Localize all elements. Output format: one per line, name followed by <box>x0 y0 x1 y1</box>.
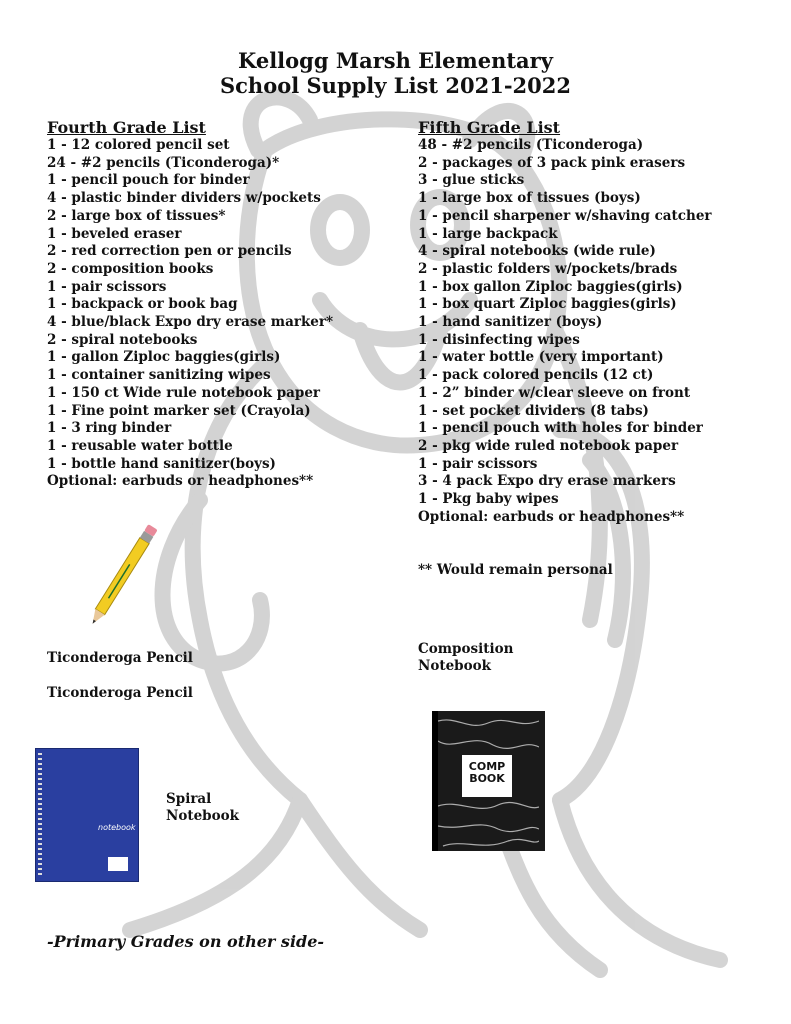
list-item: 1 - gallon Ziploc baggies(girls) <box>47 349 281 366</box>
list-item: 4 - plastic binder dividers w/pockets <box>47 190 321 207</box>
list-item: 1 - pack colored pencils (12 ct) <box>418 367 654 384</box>
fifth-grade-list <box>418 137 778 526</box>
list-item: 2 - composition books <box>47 260 214 277</box>
list-item: 2 - pkg wide ruled notebook paper <box>418 437 679 454</box>
spiral-binding <box>38 753 42 877</box>
list-item: 4 - spiral notebooks (wide rule) <box>418 243 656 260</box>
spiral-notebook-image <box>35 748 139 882</box>
list-item: 1 - 3 ring binder <box>47 420 172 437</box>
list-item: Optional: earbuds or headphones** <box>47 473 314 490</box>
caption-composition-line1: Composition <box>418 641 514 657</box>
caption-pencil-2: Ticonderoga Pencil <box>47 685 193 701</box>
list-item: Optional: earbuds or headphones** <box>418 508 685 525</box>
list-item: 1 - hand sanitizer (boys) <box>418 314 603 331</box>
list-item: 1 - disinfecting wipes <box>418 331 580 348</box>
list-item: 1 - 2” binder w/clear sleeve on front <box>418 384 691 401</box>
list-item: 1 - 12 colored pencil set <box>47 137 230 153</box>
barcode <box>108 857 128 871</box>
list-item: 1 - pencil pouch with holes for binder <box>418 420 703 437</box>
list-item: 1 - pencil pouch for binder <box>47 172 250 189</box>
list-item: 3 - glue sticks <box>418 172 525 189</box>
list-item: 1 - beveled eraser <box>47 225 182 242</box>
comp-book-label-line1: COMP <box>468 760 506 773</box>
title-school-name: Kellogg Marsh Elementary <box>238 48 553 73</box>
comp-book-label <box>462 755 512 797</box>
fifth-grade-heading: Fifth Grade List <box>418 118 561 137</box>
pencil-image <box>72 512 184 624</box>
list-item: 1 - bottle hand sanitizer(boys) <box>47 455 276 472</box>
fourth-grade-section <box>47 118 407 491</box>
list-item: 4 - blue/black Expo dry erase marker* <box>47 314 334 331</box>
page-title <box>0 48 791 98</box>
list-item: 1 - box gallon Ziploc baggies(girls) <box>418 278 683 295</box>
list-item: 2 - plastic folders w/pockets/brads <box>418 260 678 277</box>
composition-notebook-image <box>432 711 545 851</box>
caption-spiral-line2: Notebook <box>166 808 239 824</box>
comp-book-label-line2: BOOK <box>469 772 505 785</box>
caption-spiral <box>166 791 239 825</box>
list-item: 1 - 150 ct Wide rule notebook paper <box>47 384 321 401</box>
list-item: 2 - spiral notebooks <box>47 331 198 348</box>
personal-note: ** Would remain personal <box>418 562 613 578</box>
list-item: 1 - large box of tissues (boys) <box>418 190 641 207</box>
list-item: 1 - pair scissors <box>47 278 167 295</box>
caption-composition <box>418 641 513 675</box>
list-item: 3 - 4 pack Expo dry erase markers <box>418 473 676 490</box>
list-item: 1 - backpack or book bag <box>47 296 238 313</box>
list-item: 1 - large backpack <box>418 225 558 242</box>
list-item: 2 - red correction pen or pencils <box>47 243 292 260</box>
list-item: 1 - Fine point marker set (Crayola) <box>47 402 311 419</box>
spiral-cover-text: notebook <box>98 823 136 832</box>
list-item: 1 - box quart Ziploc baggies(girls) <box>418 296 677 313</box>
list-item: 1 - water bottle (very important) <box>418 349 664 366</box>
list-item: 1 - container sanitizing wipes <box>47 367 271 384</box>
list-item: 1 - Pkg baby wipes <box>418 491 559 508</box>
caption-spiral-line1: Spiral <box>166 791 212 807</box>
list-item: 48 - #2 pencils (Ticonderoga) <box>418 137 644 153</box>
list-item: 1 - pencil sharpener w/shaving catcher <box>418 207 712 224</box>
list-item: 24 - #2 pencils (Ticonderoga)* <box>47 154 280 171</box>
caption-pencil-1: Ticonderoga Pencil <box>47 650 193 666</box>
list-item: 2 - packages of 3 pack pink erasers <box>418 154 686 171</box>
fourth-grade-heading: Fourth Grade List <box>47 118 206 137</box>
caption-composition-line2: Notebook <box>418 658 491 674</box>
fourth-grade-list <box>47 137 407 491</box>
list-item: 1 - pair scissors <box>418 455 538 472</box>
footer-note: -Primary Grades on other side- <box>47 932 325 951</box>
fifth-grade-section <box>418 118 778 526</box>
list-item: 1 - reusable water bottle <box>47 437 233 454</box>
title-supply-list: School Supply List 2021-2022 <box>219 73 571 98</box>
list-item: 2 - large box of tissues* <box>47 207 226 224</box>
list-item: 1 - set pocket dividers (8 tabs) <box>418 402 649 419</box>
